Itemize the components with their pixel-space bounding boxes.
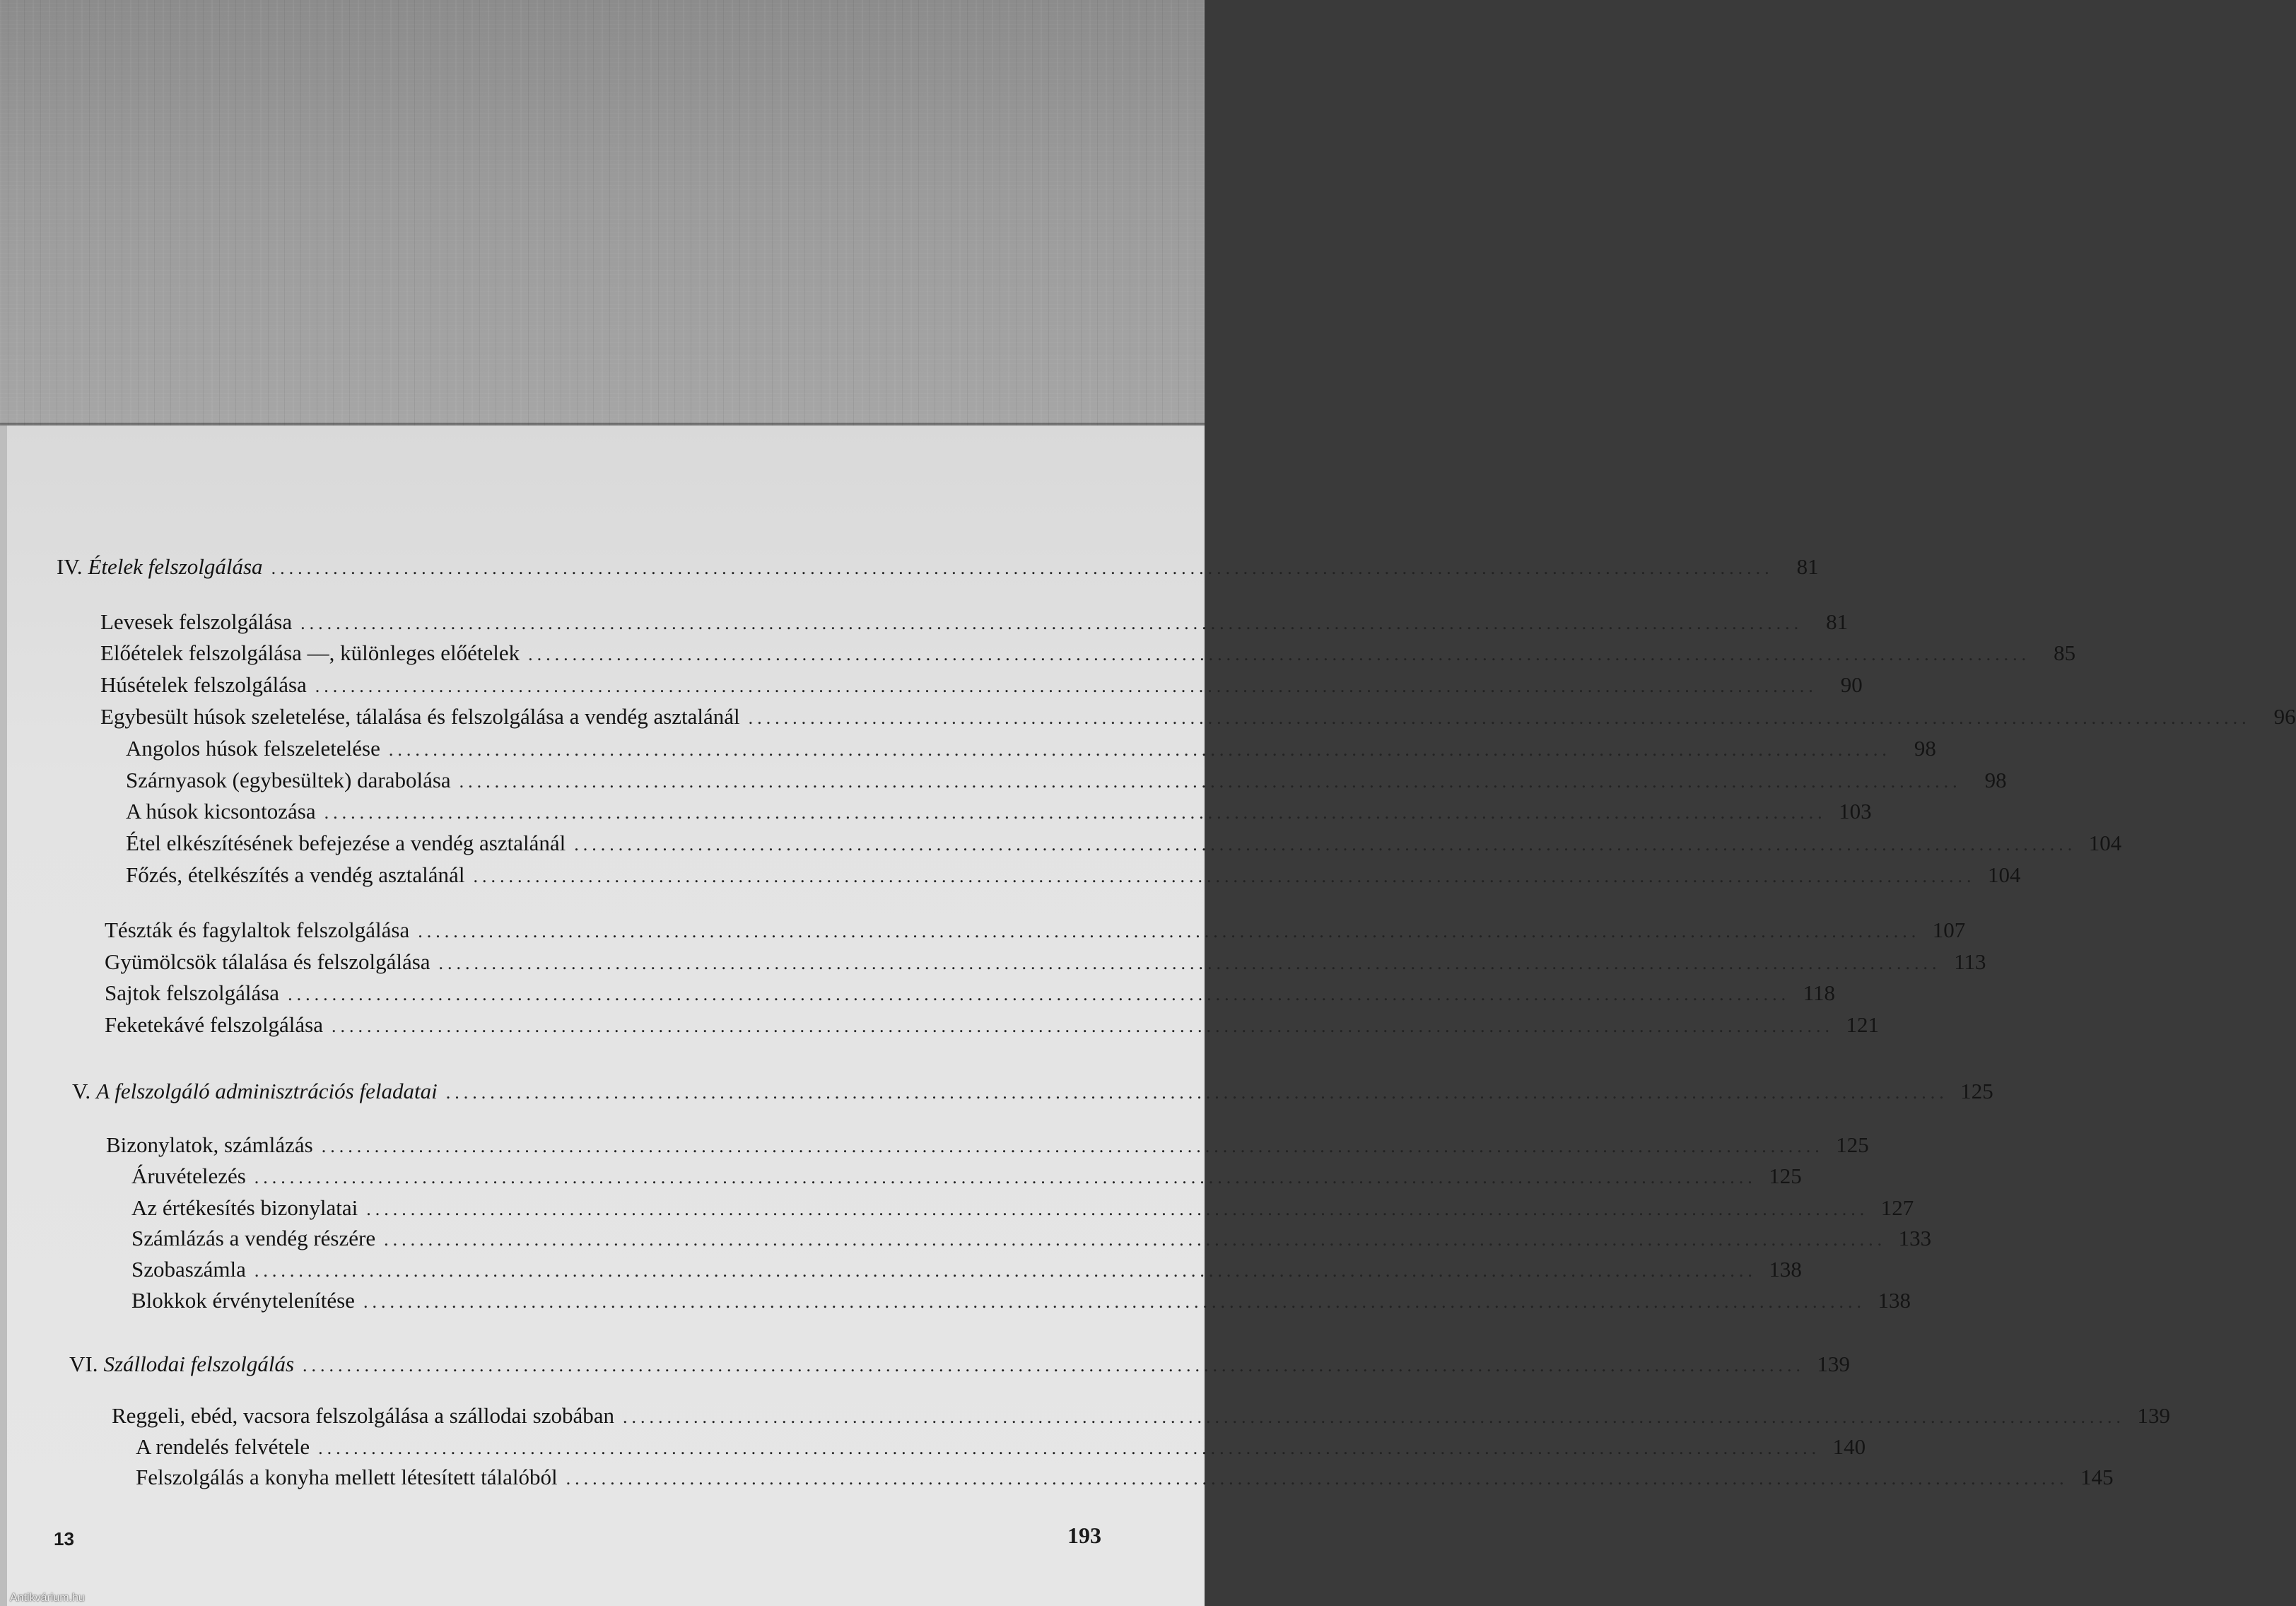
entry-page-number: 127 — [1880, 1195, 1914, 1220]
entry-page-number: 113 — [1954, 949, 1986, 974]
entry-page-number: 98 — [1914, 736, 1936, 761]
dot-leader: .......................................................................................................................................................................... — [528, 644, 2031, 664]
dot-leader: .......................................................................................................................................................................... — [303, 1355, 1805, 1376]
entry-page-number: 145 — [2080, 1465, 2114, 1489]
watermark: Antikvárium.hu — [10, 1592, 85, 1604]
dot-leader: .......................................................................................................................................................................... — [622, 1407, 2125, 1427]
page-number: 193 — [1067, 1523, 1101, 1548]
entry-title: Angolos húsok felszeletelése — [126, 736, 380, 761]
dot-leader: .......................................................................................................................................................................... — [384, 1229, 1887, 1250]
toc-entry — [126, 861, 2021, 891]
toc-entry — [105, 979, 1836, 1009]
table-of-contents — [7, 426, 2296, 1606]
toc-entry — [136, 1433, 1866, 1463]
dot-leader: .......................................................................................................................................................................... — [321, 1136, 1824, 1156]
entry-page-number: 138 — [1878, 1288, 1911, 1313]
dot-leader: .......................................................................................................................................................................... — [459, 771, 1962, 792]
toc-entry — [106, 1131, 1869, 1161]
entry-title: Bizonylatok, számlázás — [106, 1132, 313, 1157]
dot-leader: .......................................................................................................................................................................... — [574, 834, 2077, 855]
entry-title: Szobaszámla — [131, 1257, 246, 1282]
toc-page — [0, 426, 2296, 1606]
toc-entry — [126, 734, 1936, 764]
chapter-title: Ételek felszolgálása — [88, 554, 263, 579]
entry-page-number: 107 — [1932, 918, 1966, 942]
chapter-number: V. — [72, 1079, 91, 1103]
entry-page-number: 138 — [1769, 1257, 1802, 1282]
entry-page-number: 96 — [2273, 704, 2296, 729]
entry-page-number: 118 — [1803, 980, 1836, 1005]
entry-title: Levesek felszolgálása — [100, 609, 293, 634]
entry-title: Tészták és fagylaltok felszolgálása — [105, 918, 410, 942]
entry-page-number: 140 — [1832, 1434, 1866, 1459]
book-cover-background — [0, 0, 1205, 428]
toc-entry — [126, 766, 2007, 796]
entry-title: Feketekávé felszolgálása — [105, 1012, 323, 1037]
toc-entry — [105, 916, 1966, 946]
dot-leader: .......................................................................................................................................................................... — [300, 613, 1803, 633]
entry-title: Gyümölcsök tálalása és felszolgálása — [105, 949, 430, 974]
entry-title: A húsok kicsontozása — [126, 799, 316, 823]
dot-leader: .......................................................................................................................................................................... — [363, 1291, 1866, 1312]
toc-entry — [126, 829, 2122, 859]
dot-leader: .......................................................................................................................................................................... — [418, 921, 1921, 942]
chapter-entry — [72, 1077, 1993, 1107]
dot-leader: .......................................................................................................................................................................... — [315, 676, 1817, 696]
chapter-number: VI. — [69, 1352, 98, 1376]
entry-title: Blokkok érvénytelenítése — [131, 1288, 355, 1313]
toc-entry — [126, 797, 1872, 827]
dot-leader: .......................................................................................................................................................................... — [748, 708, 2251, 728]
entry-title: Az értékesítés bizonylatai — [131, 1195, 358, 1220]
chapter-title: A felszolgáló adminisztrációs feladatai — [96, 1079, 438, 1103]
toc-entry — [100, 671, 1863, 701]
dot-leader: .......................................................................................................................................................................... — [288, 984, 1791, 1004]
entry-page-number: 133 — [1898, 1226, 1932, 1250]
toc-entry — [131, 1255, 1802, 1285]
signature-mark: 13 — [54, 1528, 74, 1549]
toc-entry — [100, 703, 2296, 732]
toc-entry — [131, 1194, 1914, 1224]
entry-title: Húsételek felszolgálása — [100, 672, 307, 697]
entry-page-number: 121 — [1846, 1012, 1879, 1037]
toc-entry — [131, 1162, 1802, 1192]
dot-leader: .......................................................................................................................................................................... — [318, 1438, 1821, 1458]
entry-page-number: 139 — [1817, 1352, 1851, 1376]
entry-page-number: 104 — [1987, 862, 2021, 887]
entry-title: A rendelés felvétele — [136, 1434, 310, 1459]
toc-entry — [112, 1402, 2170, 1431]
entry-page-number: 103 — [1839, 799, 1872, 823]
chapter-entry — [57, 553, 1819, 582]
entry-title: Előételek felszolgálása —, különleges előételek — [100, 640, 520, 665]
entry-page-number: 81 — [1796, 554, 1819, 579]
toc-entry — [100, 608, 1849, 638]
entry-page-number: 104 — [2088, 831, 2122, 855]
entry-title: Étel elkészítésének befejezése a vendég asztalánál — [126, 831, 566, 855]
entry-title: Szárnyasok (egybesültek) darabolása — [126, 768, 451, 792]
entry-title: Áruvételezés — [131, 1164, 246, 1188]
dot-leader: .......................................................................................................................................................................... — [324, 802, 1827, 823]
dot-leader: .......................................................................................................................................................................... — [254, 1167, 1757, 1188]
entry-title: Felszolgálás a konyha mellett létesített tálalóból — [136, 1465, 558, 1489]
dot-leader: .......................................................................................................................................................................... — [332, 1016, 1834, 1036]
chapter-entry — [69, 1350, 1851, 1380]
dot-leader: .......................................................................................................................................................................... — [566, 1468, 2068, 1489]
dot-leader: .......................................................................................................................................................................... — [438, 953, 1941, 973]
dot-leader: .......................................................................................................................................................................... — [473, 866, 1976, 886]
entry-page-number: 125 — [1960, 1079, 1993, 1103]
toc-entry — [131, 1224, 1932, 1254]
toc-entry — [100, 639, 2076, 669]
entry-page-number: 90 — [1840, 672, 1863, 697]
entry-page-number: 125 — [1769, 1164, 1802, 1188]
entry-title: Sajtok felszolgálása — [105, 980, 280, 1005]
entry-page-number: 85 — [2054, 640, 2076, 665]
chapter-title: Szállodai felszolgálás — [103, 1352, 295, 1376]
dot-leader: .......................................................................................................................................................................... — [254, 1260, 1757, 1281]
dot-leader: .......................................................................................................................................................................... — [445, 1082, 1948, 1103]
dot-leader: .......................................................................................................................................................................... — [366, 1199, 1869, 1219]
entry-title: Egybesült húsok szeletelése, tálalása és felszolgálása a vendég asztalánál — [100, 704, 740, 729]
toc-entry — [105, 1011, 1879, 1041]
entry-page-number: 98 — [1984, 768, 2007, 792]
entry-page-number: 81 — [1826, 609, 1849, 634]
toc-entry — [131, 1286, 1911, 1316]
entry-page-number: 125 — [1836, 1132, 1869, 1157]
dot-leader: .......................................................................................................................................................................... — [271, 558, 1774, 578]
chapter-number: IV. — [57, 554, 83, 579]
toc-entry — [136, 1463, 2114, 1493]
entry-title: Főzés, ételkészítés a vendég asztalánál — [126, 862, 465, 887]
dot-leader: .......................................................................................................................................................................... — [388, 739, 1891, 760]
entry-title: Reggeli, ebéd, vacsora felszolgálása a szállodai szobában — [112, 1403, 614, 1428]
entry-title: Számlázás a vendég részére — [131, 1226, 376, 1250]
entry-page-number: 139 — [2137, 1403, 2170, 1428]
toc-entry — [105, 948, 1986, 978]
